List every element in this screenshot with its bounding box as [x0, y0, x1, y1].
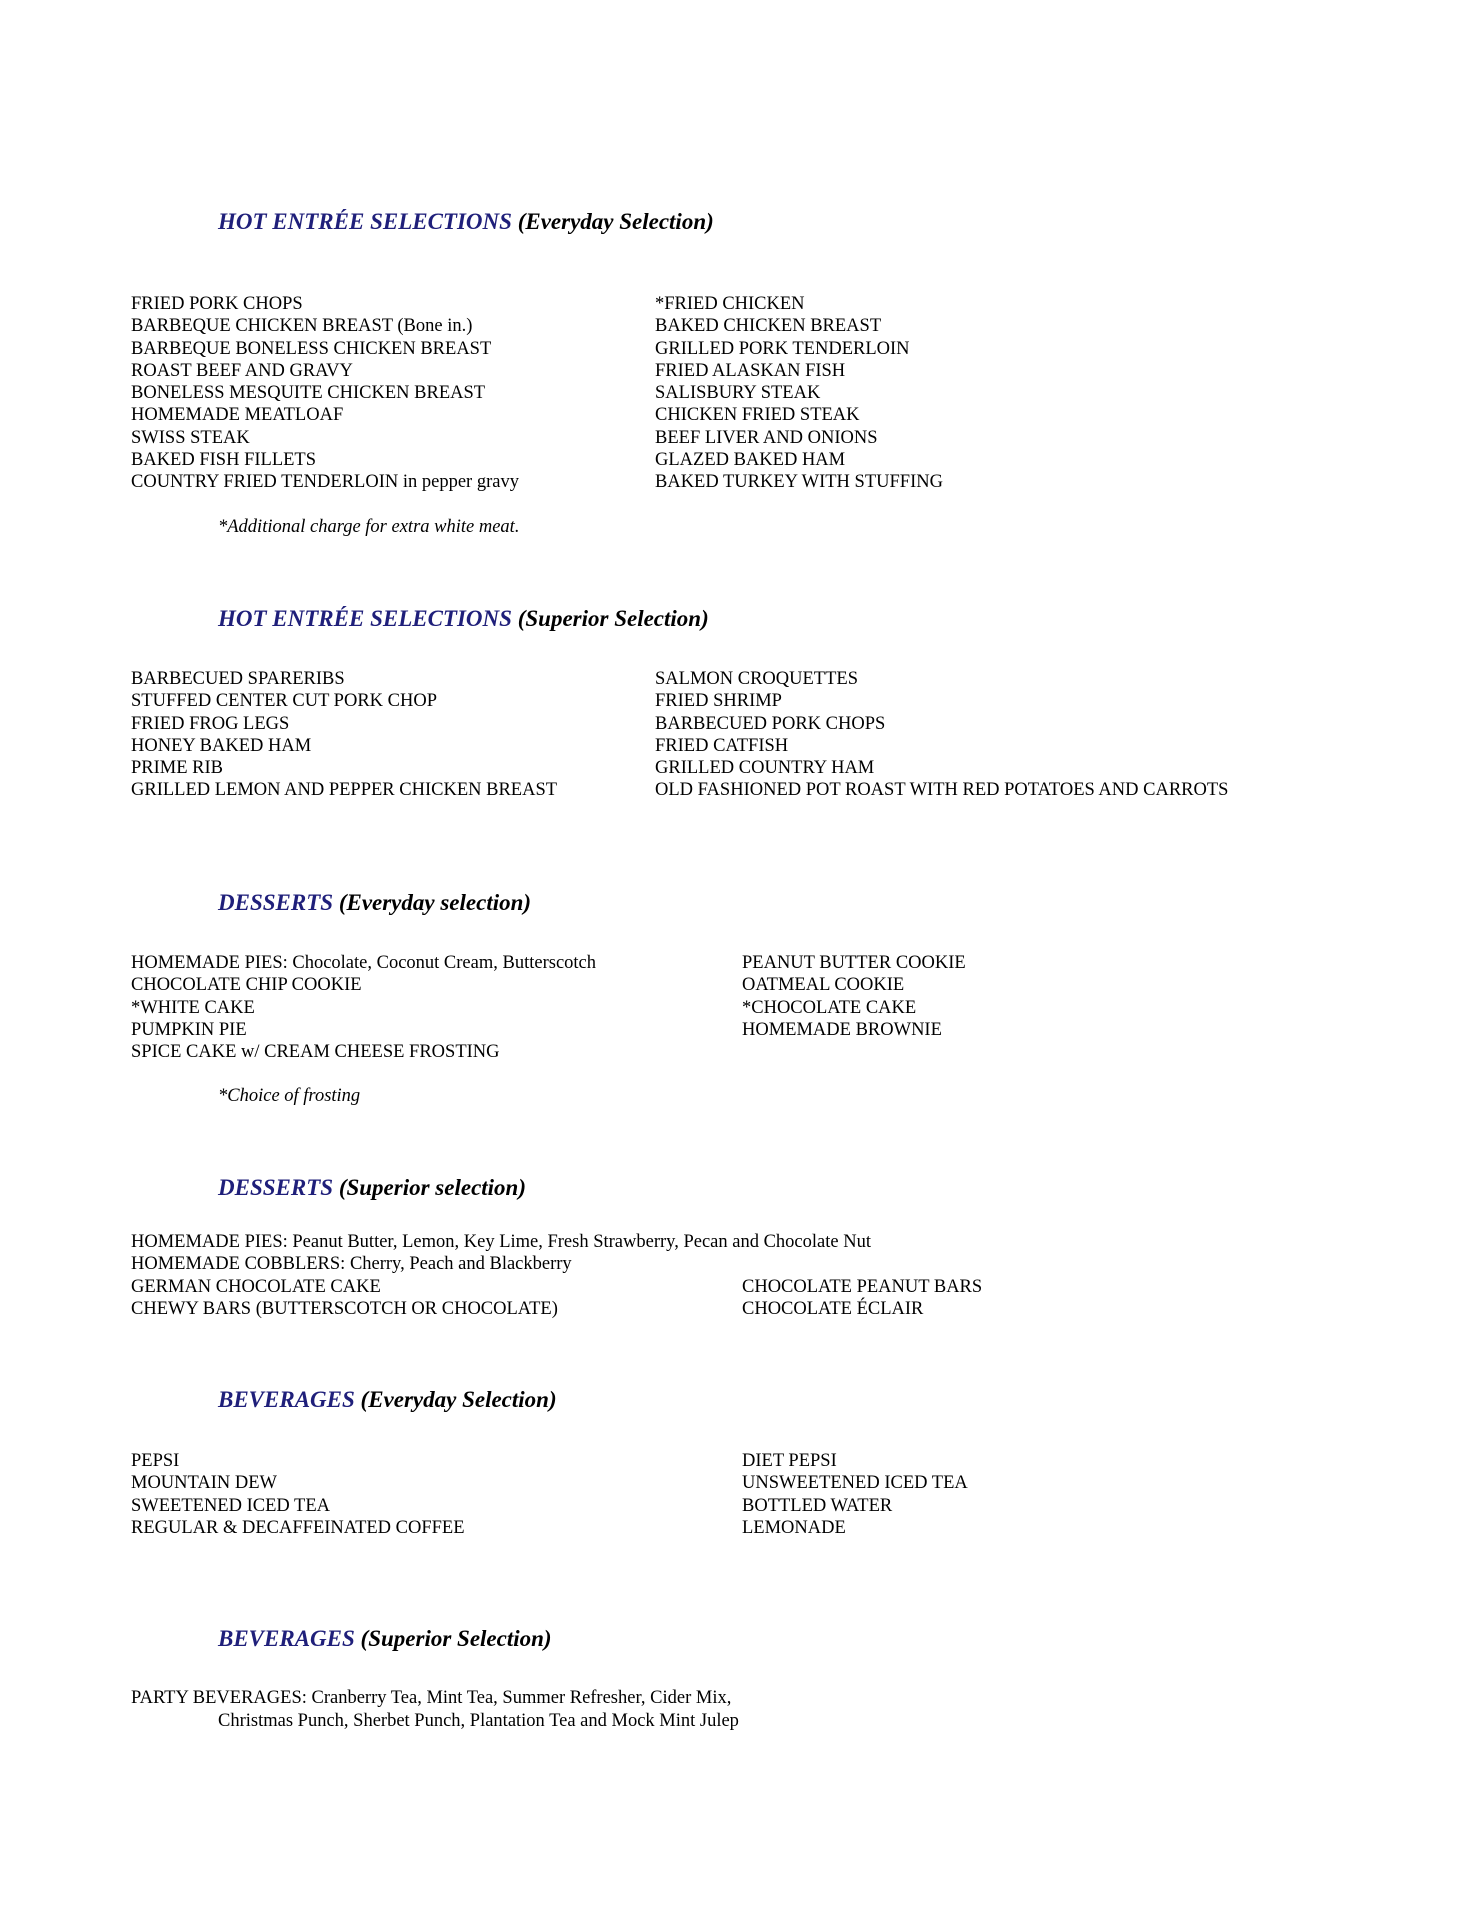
party-beverages-line-2: Christmas Punch, Sherbet Punch, Plantation Tea and Mock Mint Julep — [218, 1711, 739, 1731]
section-title: BEVERAGES — [218, 1387, 355, 1412]
section-title: BEVERAGES — [218, 1626, 355, 1651]
list-item: GERMAN CHOCOLATE CAKE — [131, 1277, 381, 1297]
desserts-superior-right-list — [742, 1276, 982, 1321]
hot-entree-superior-left-list — [131, 668, 557, 802]
list-item: REGULAR & DECAFFEINATED COFFEE — [131, 1517, 465, 1538]
list-item: GLAZED BAKED HAM — [655, 450, 846, 471]
list-item: BOTTLED WATER — [742, 1495, 893, 1516]
desserts-everyday-right-list — [742, 952, 966, 1041]
list-item: HOMEMADE PIES: Peanut Butter, Lemon, Key Lime, Fresh Strawberry, Pecan and Chocolate Nut — [131, 1232, 871, 1252]
list-item: GRILLED PORK TENDERLOIN — [655, 338, 910, 359]
list-item: UNSWEETENED ICED TEA — [742, 1473, 968, 1494]
list-item: BAKED TURKEY WITH STUFFING — [655, 472, 943, 493]
list-item: HOMEMADE MEATLOAF — [131, 405, 344, 426]
list-item: FRIED CATFISH — [655, 735, 789, 756]
list-item: PEANUT BUTTER COOKIE — [742, 953, 966, 973]
list-item: BAKED FISH FILLETS — [131, 450, 317, 471]
list-item: BAKED CHICKEN BREAST — [655, 316, 882, 337]
section-heading-beverages-superior — [218, 1626, 552, 1652]
desserts-superior-left-list — [131, 1276, 558, 1321]
list-item: CHICKEN FRIED STEAK — [655, 405, 860, 426]
section-title: HOT ENTRÉE SELECTIONS — [218, 209, 512, 234]
list-item: ROAST BEEF AND GRAVY — [131, 360, 353, 381]
list-item: SPICE CAKE w/ CREAM CHEESE FROSTING — [131, 1042, 500, 1063]
list-item: STUFFED CENTER CUT PORK CHOP — [131, 691, 437, 712]
list-item: CHEWY BARS (BUTTERSCOTCH OR CHOCOLATE) — [131, 1299, 558, 1320]
list-item: COUNTRY FRIED TENDERLOIN in pepper gravy — [131, 472, 519, 493]
list-item: SALISBURY STEAK — [655, 383, 821, 404]
list-item: OATMEAL COOKIE — [742, 975, 905, 996]
list-item: OLD FASHIONED POT ROAST WITH RED POTATOES AND CARROTS — [655, 780, 1229, 801]
beverages-everyday-left-list — [131, 1450, 465, 1539]
list-item: FRIED SHRIMP — [655, 691, 782, 712]
list-item: SALMON CROQUETTES — [655, 669, 858, 689]
section-subtitle: (Everyday Selection) — [360, 1387, 557, 1412]
list-item: PEPSI — [131, 1451, 180, 1471]
section-subtitle: (Superior selection) — [338, 1175, 527, 1200]
desserts-everyday-left-list — [131, 952, 596, 1063]
list-item: *FRIED CHICKEN — [655, 294, 805, 314]
list-item: MOUNTAIN DEW — [131, 1473, 277, 1494]
hot-entree-everyday-right-list — [655, 293, 943, 494]
list-item: GRILLED LEMON AND PEPPER CHICKEN BREAST — [131, 780, 558, 801]
list-item: PRIME RIB — [131, 758, 224, 779]
hot-entree-everyday-left-list — [131, 293, 519, 494]
section-heading-hot-entree-everyday — [218, 209, 714, 235]
list-item: FRIED PORK CHOPS — [131, 294, 303, 314]
section-title: DESSERTS — [218, 1175, 334, 1200]
section-subtitle: (Everyday Selection) — [517, 209, 714, 234]
section-subtitle: (Superior Selection) — [517, 606, 709, 631]
list-item: FRIED FROG LEGS — [131, 713, 290, 734]
list-item: BARBECUED PORK CHOPS — [655, 713, 886, 734]
list-item: *WHITE CAKE — [131, 997, 255, 1018]
list-item: HONEY BAKED HAM — [131, 735, 312, 756]
list-item: SWISS STEAK — [131, 427, 250, 448]
list-item: FRIED ALASKAN FISH — [655, 360, 846, 381]
footnote-white-meat: *Additional charge for extra white meat. — [218, 517, 520, 537]
list-item: BARBEQUE BONELESS CHICKEN BREAST — [131, 338, 492, 359]
list-item: HOMEMADE BROWNIE — [742, 1019, 942, 1040]
list-item: HOMEMADE PIES: Chocolate, Coconut Cream, Butterscotch — [131, 953, 597, 973]
desserts-superior-full-lines — [131, 1231, 871, 1276]
section-title: DESSERTS — [218, 890, 334, 915]
list-item: PUMPKIN PIE — [131, 1019, 247, 1040]
list-item: CHOCOLATE PEANUT BARS — [742, 1277, 983, 1297]
section-subtitle: (Everyday selection) — [338, 890, 532, 915]
section-heading-hot-entree-superior — [218, 606, 709, 632]
list-item: DIET PEPSI — [742, 1451, 837, 1471]
list-item: BARBEQUE CHICKEN BREAST (Bone in.) — [131, 316, 473, 337]
section-title: HOT ENTRÉE SELECTIONS — [218, 606, 512, 631]
list-item: *CHOCOLATE CAKE — [742, 997, 917, 1018]
hot-entree-superior-right-list — [655, 668, 1228, 802]
list-item: LEMONADE — [742, 1517, 846, 1538]
party-beverages-line-1: PARTY BEVERAGES: Cranberry Tea, Mint Tea, Summer Refresher, Cider Mix, — [131, 1688, 732, 1708]
list-item: CHOCOLATE CHIP COOKIE — [131, 975, 362, 996]
section-subtitle: (Superior Selection) — [360, 1626, 552, 1651]
footnote-frosting: *Choice of frosting — [218, 1086, 361, 1106]
list-item: CHOCOLATE ÉCLAIR — [742, 1299, 924, 1320]
list-item: BARBECUED SPARERIBS — [131, 669, 345, 689]
section-heading-desserts-superior — [218, 1175, 526, 1201]
list-item: SWEETENED ICED TEA — [131, 1495, 331, 1516]
list-item: HOMEMADE COBBLERS: Cherry, Peach and Blackberry — [131, 1254, 572, 1275]
list-item: BEEF LIVER AND ONIONS — [655, 427, 878, 448]
section-heading-beverages-everyday — [218, 1387, 557, 1413]
list-item: BONELESS MESQUITE CHICKEN BREAST — [131, 383, 486, 404]
list-item: GRILLED COUNTRY HAM — [655, 758, 875, 779]
section-heading-desserts-everyday — [218, 890, 531, 916]
beverages-everyday-right-list — [742, 1450, 968, 1539]
